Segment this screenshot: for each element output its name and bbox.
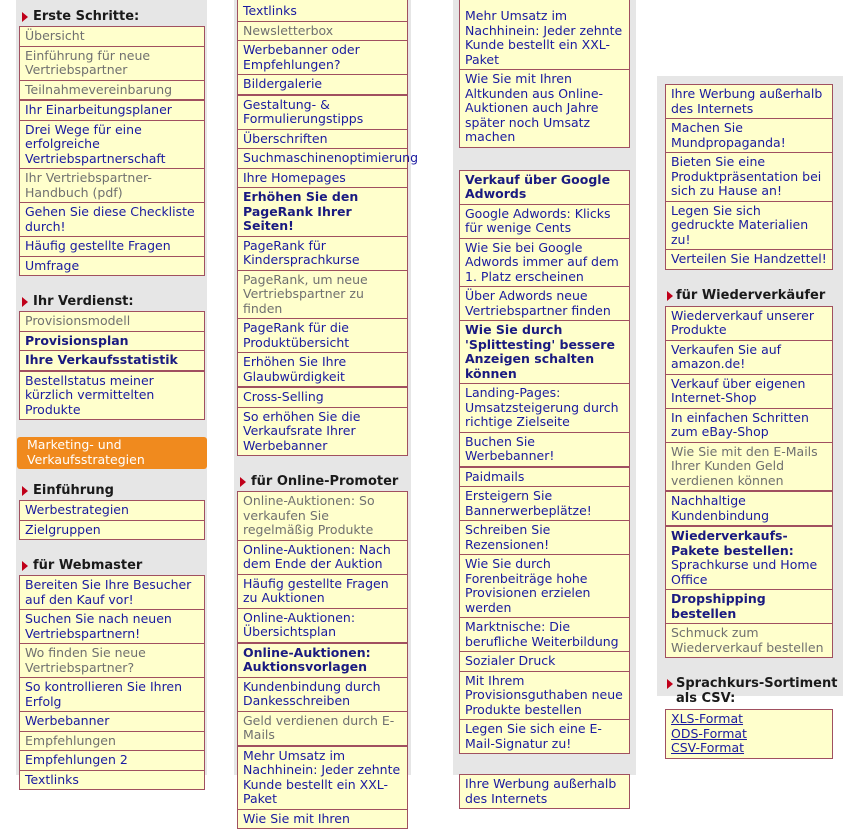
menu-item-sozialer-druck[interactable]: Sozialer Druck [460,652,629,672]
section-arrow-icon [240,477,246,487]
section-heading-einfuehrung [16,483,207,498]
menu-box-erste-schritte [19,26,205,276]
menu-item-ueberschriften[interactable]: Überschriften [238,130,407,150]
menu-item-checkliste[interactable]: Gehen Sie diese Checkliste durch! [20,203,204,237]
menu-item-textlinks[interactable]: Textlinks [238,0,407,22]
menu-item-handzettel[interactable]: Verteilen Sie Handzettel! [666,250,832,270]
menu-item-dropshipping[interactable]: Dropshipping bestellen [666,590,832,624]
menu-item-werbung-ausserhalb[interactable]: Ihre Werbung außerhalb des Internets [460,775,629,809]
menu-item-ebay-shop[interactable]: In einfachen Schritten zum eBay-Shop [666,409,832,443]
menu-item-werbung-ausserhalb[interactable]: Ihre Werbung außerhalb des Internets [666,85,832,119]
section-arrow-icon [22,12,28,22]
menu-item-empfehlungen[interactable]: Empfehlungen [20,732,204,752]
section-heading-csv [657,676,843,706]
menu-item-bannerwerbeplaetze[interactable]: Ersteigern Sie Bannerwerbeplätze! [460,487,629,521]
menu-item-mehr-umsatz[interactable]: Mehr Umsatz im Nachhinein: Jeder zehnte Kunde bestellt ein XXL-Paket [460,0,629,70]
menu-item-dankesschreiben[interactable]: Kundenbindung durch Dankesschreiben [238,678,407,712]
nav-column-3 [453,0,636,775]
menu-box-offline [459,774,630,809]
menu-item-textlinks[interactable]: Textlinks [20,771,204,791]
menu-box-webmaster-cont [237,0,408,456]
section-title: Erste Schritte: [33,9,139,24]
menu-item-mehr-umsatz[interactable]: Mehr Umsatz im Nachhinein: Jeder zehnte Kunde bestellt ein XXL-Paket [238,747,407,810]
nav-column-1 [16,0,207,775]
menu-item-auktionen-verkaufen[interactable]: Online-Auktionen: So verkaufen Sie regelmäßig Produkte [238,492,407,541]
menu-item-landing-pages[interactable]: Landing-Pages: Umsatzsteigerung durch richtige Zielseite [460,384,629,433]
menu-item-auktionen-uebersichtsplan[interactable]: Online-Auktionen: Übersichtsplan [238,609,407,644]
nav-column-4 [657,76,843,696]
menu-item-provisionsplan[interactable]: Provisionsplan [20,332,204,352]
menu-item-altkunden[interactable]: Wie Sie mit Ihren [238,810,407,829]
menu-item-mundpropaganda[interactable]: Machen Sie Mundpropaganda! [666,119,832,153]
menu-item-drei-wege[interactable]: Drei Wege für eine erfolgreiche Vertriebspartnerschaft [20,121,204,170]
menu-item-pagerank[interactable]: Erhöhen Sie den PageRank Ihrer Seiten! [238,188,407,237]
menu-item-internet-shop[interactable]: Verkauf über eigenen Internet-Shop [666,375,832,409]
menu-item-besucher-vorbereiten[interactable]: Bereiten Sie Ihre Besucher auf den Kauf vor! [20,576,204,610]
menu-item-pagerank-kindersprachkurse[interactable]: PageRank für Kindersprachkurse [238,237,407,271]
section-title: für Webmaster [33,558,142,573]
menu-item-auktionen-faq[interactable]: Häufig gestellte Fragen zu Auktionen [238,575,407,609]
menu-item-einfuehrung[interactable]: Einführung für neue Vertriebspartner [20,47,204,81]
menu-item-werbebanner-buchen[interactable]: Buchen Sie Werbebanner! [460,433,629,468]
menu-item-gestaltung[interactable]: Gestaltung- & Formulierungstipps [238,96,407,130]
menu-item-einarbeitungsplaner[interactable]: Ihr Einarbeitungsplaner [20,101,204,121]
menu-item-google-adwords[interactable]: Verkauf über Google Adwords [460,171,629,205]
section-title: für Wiederverkäufer [676,288,825,303]
menu-item-werbebanner-oder-empfehlungen[interactable]: Werbebanner oder Empfehlungen? [238,41,407,75]
menu-item-bildergalerie[interactable]: Bildergalerie [238,75,407,96]
menu-item-handbuch[interactable]: Ihr Vertriebspartner-Handbuch (pdf) [20,169,204,203]
menu-item-auktionsvorlagen[interactable]: Online-Auktionen: Auktionsvorlagen [238,644,407,678]
link-csv-format[interactable]: CSV-Format [666,741,832,759]
menu-box-wiederverkaeufer [665,306,833,659]
menu-item-email-signatur[interactable]: Legen Sie sich eine E-Mail-Signatur zu! [460,720,629,754]
menu-item-marktnische[interactable]: Marktnische: Die berufliche Weiterbildung [460,618,629,652]
section-arrow-icon [22,297,28,307]
menu-box-einfuehrung [19,500,205,540]
section-arrow-icon [22,486,28,496]
menu-item-wo-finden[interactable]: Wo finden Sie neue Vertriebspartner? [20,644,204,678]
menu-item-werbestrategien[interactable]: Werbestrategien [20,501,204,521]
menu-item-paidmails[interactable]: Paidmails [460,468,629,488]
nav-column-2 [234,0,411,775]
menu-item-neue-vertriebspartner[interactable]: Suchen Sie nach neuen Vertriebspartnern! [20,610,204,644]
section-arrow-icon [667,679,673,689]
menu-item-verkaufsstatistik[interactable]: Ihre Verkaufsstatistik [20,351,204,372]
menu-item-pagerank-produktuebersicht[interactable]: PageRank für die Produktübersicht [238,319,407,353]
menu-item-gedruckte-materialien[interactable]: Legen Sie sich gedruckte Materialien zu! [666,202,832,251]
menu-item-adwords-klicks[interactable]: Google Adwords: Klicks für wenige Cents [460,205,629,239]
section-title: Ihr Verdienst: [33,294,134,309]
menu-box-webmaster [19,575,205,790]
section-heading-online-promoter [234,474,411,489]
menu-item-verkaufsrate[interactable]: So erhöhen Sie die Verkaufsrate Ihrer Werbebanner [238,408,407,457]
menu-item-geld-emails[interactable]: Geld verdienen durch E-Mails [238,712,407,747]
menu-box-adwords [459,170,630,755]
link-ods-format[interactable]: ODS-Format [666,727,832,742]
menu-item-rezensionen[interactable]: Schreiben Sie Rezensionen! [460,521,629,555]
menu-item-teilnahmevereinbarung[interactable]: Teilnahmevereinbarung [20,81,204,102]
menu-item-wiederverkauf[interactable]: Wiederverkauf unserer Produkte [666,307,832,341]
section-heading-webmaster [16,558,207,573]
menu-item-altkunden-auktionen[interactable]: Wie Sie mit Ihren Altkunden aus Online-Auktionen auch Jahre später noch Umsatz machen [460,70,629,148]
menu-item-werbebanner[interactable]: Werbebanner [20,712,204,732]
menu-item-suchmaschinenoptimierung[interactable]: Suchmaschinenoptimierung [238,149,407,169]
menu-item-adwords-erster-platz[interactable]: Wie Sie bei Google Adwords immer auf dem 1. Platz erscheinen [460,239,629,288]
menu-item-umfrage[interactable]: Umfrage [20,257,204,277]
menu-item-kundenbindung[interactable]: Nachhaltige Kundenbindung [666,492,832,527]
section-heading-verdienst [16,294,207,309]
menu-item-homepages[interactable]: Ihre Homepages [238,169,407,189]
menu-item-provisionsguthaben[interactable]: Mit Ihrem Provisionsguthaben neue Produkte bestellen [460,672,629,721]
menu-item-faq[interactable]: Häufig gestellte Fragen [20,237,204,257]
menu-box-auktionen-cont [459,0,630,148]
menu-item-schmuck[interactable]: Schmuck zum Wiederverkauf bestellen [666,624,832,658]
section-title: für Online-Promoter [251,474,398,489]
label-rest: Sprachkurse und Home Office [671,557,817,587]
menu-item-erfolg-kontrollieren[interactable]: So kontrollieren Sie Ihren Erfolg [20,678,204,712]
section-heading-erste-schritte [16,9,207,24]
section-arrow-icon [667,291,673,301]
link-xls-format[interactable]: XLS-Format [666,710,832,727]
menu-item-cross-selling[interactable]: Cross-Selling [238,388,407,408]
menu-item-wiederverkaufs-pakete[interactable] [666,527,832,590]
menu-item-newsletterbox[interactable]: Newsletterbox [238,22,407,42]
menu-item-emails-kunden[interactable]: Wie Sie mit den E-Mails Ihrer Kunden Geld verdienen können [666,443,832,493]
section-arrow-icon [22,561,28,571]
menu-item-amazon[interactable]: Verkaufen Sie auf amazon.de! [666,341,832,375]
menu-item-bestellstatus[interactable]: Bestellstatus meiner kürzlich vermittelten Produkte [20,372,204,421]
section-title: Einführung [33,483,114,498]
menu-box-offline [665,84,833,270]
section-title: Sprachkurs-Sortiment als CSV: [665,676,841,706]
bold-label-part: Wiederverkaufs-Pakete bestellen: [671,528,794,558]
menu-item-auktionen-nach-ende[interactable]: Online-Auktionen: Nach dem Ende der Auktion [238,541,407,575]
menu-item-uebersicht[interactable]: Übersicht [20,27,204,47]
menu-item-forenbeitraege[interactable]: Wie Sie durch Forenbeiträge hohe Provisionen erzielen werden [460,555,629,618]
menu-box-csv [665,709,833,759]
section-heading-wiederverkaeufer [657,288,843,303]
marketing-strategien-button[interactable]: Marketing- und Verkaufsstrategien [17,437,207,469]
menu-item-provisionsmodell[interactable]: Provisionsmodell [20,312,204,332]
menu-box-online-promoter [237,491,408,829]
menu-item-pagerank-vertriebspartner[interactable]: PageRank, um neue Vertriebspartner zu finden [238,271,407,320]
menu-item-zielgruppen[interactable]: Zielgruppen [20,521,204,541]
menu-item-adwords-vertriebspartner[interactable]: Über Adwords neue Vertriebspartner finden [460,287,629,321]
menu-item-empfehlungen-2[interactable]: Empfehlungen 2 [20,751,204,771]
menu-item-glaubwuerdigkeit[interactable]: Erhöhen Sie Ihre Glaubwürdigkeit [238,353,407,388]
menu-box-verdienst [19,311,205,420]
menu-item-splittesting[interactable]: Wie Sie durch 'Splittesting' bessere Anzeigen schalten können [460,321,629,384]
menu-item-produktpraesentation[interactable]: Bieten Sie eine Produktpräsentation bei sich zu Hause an! [666,153,832,202]
